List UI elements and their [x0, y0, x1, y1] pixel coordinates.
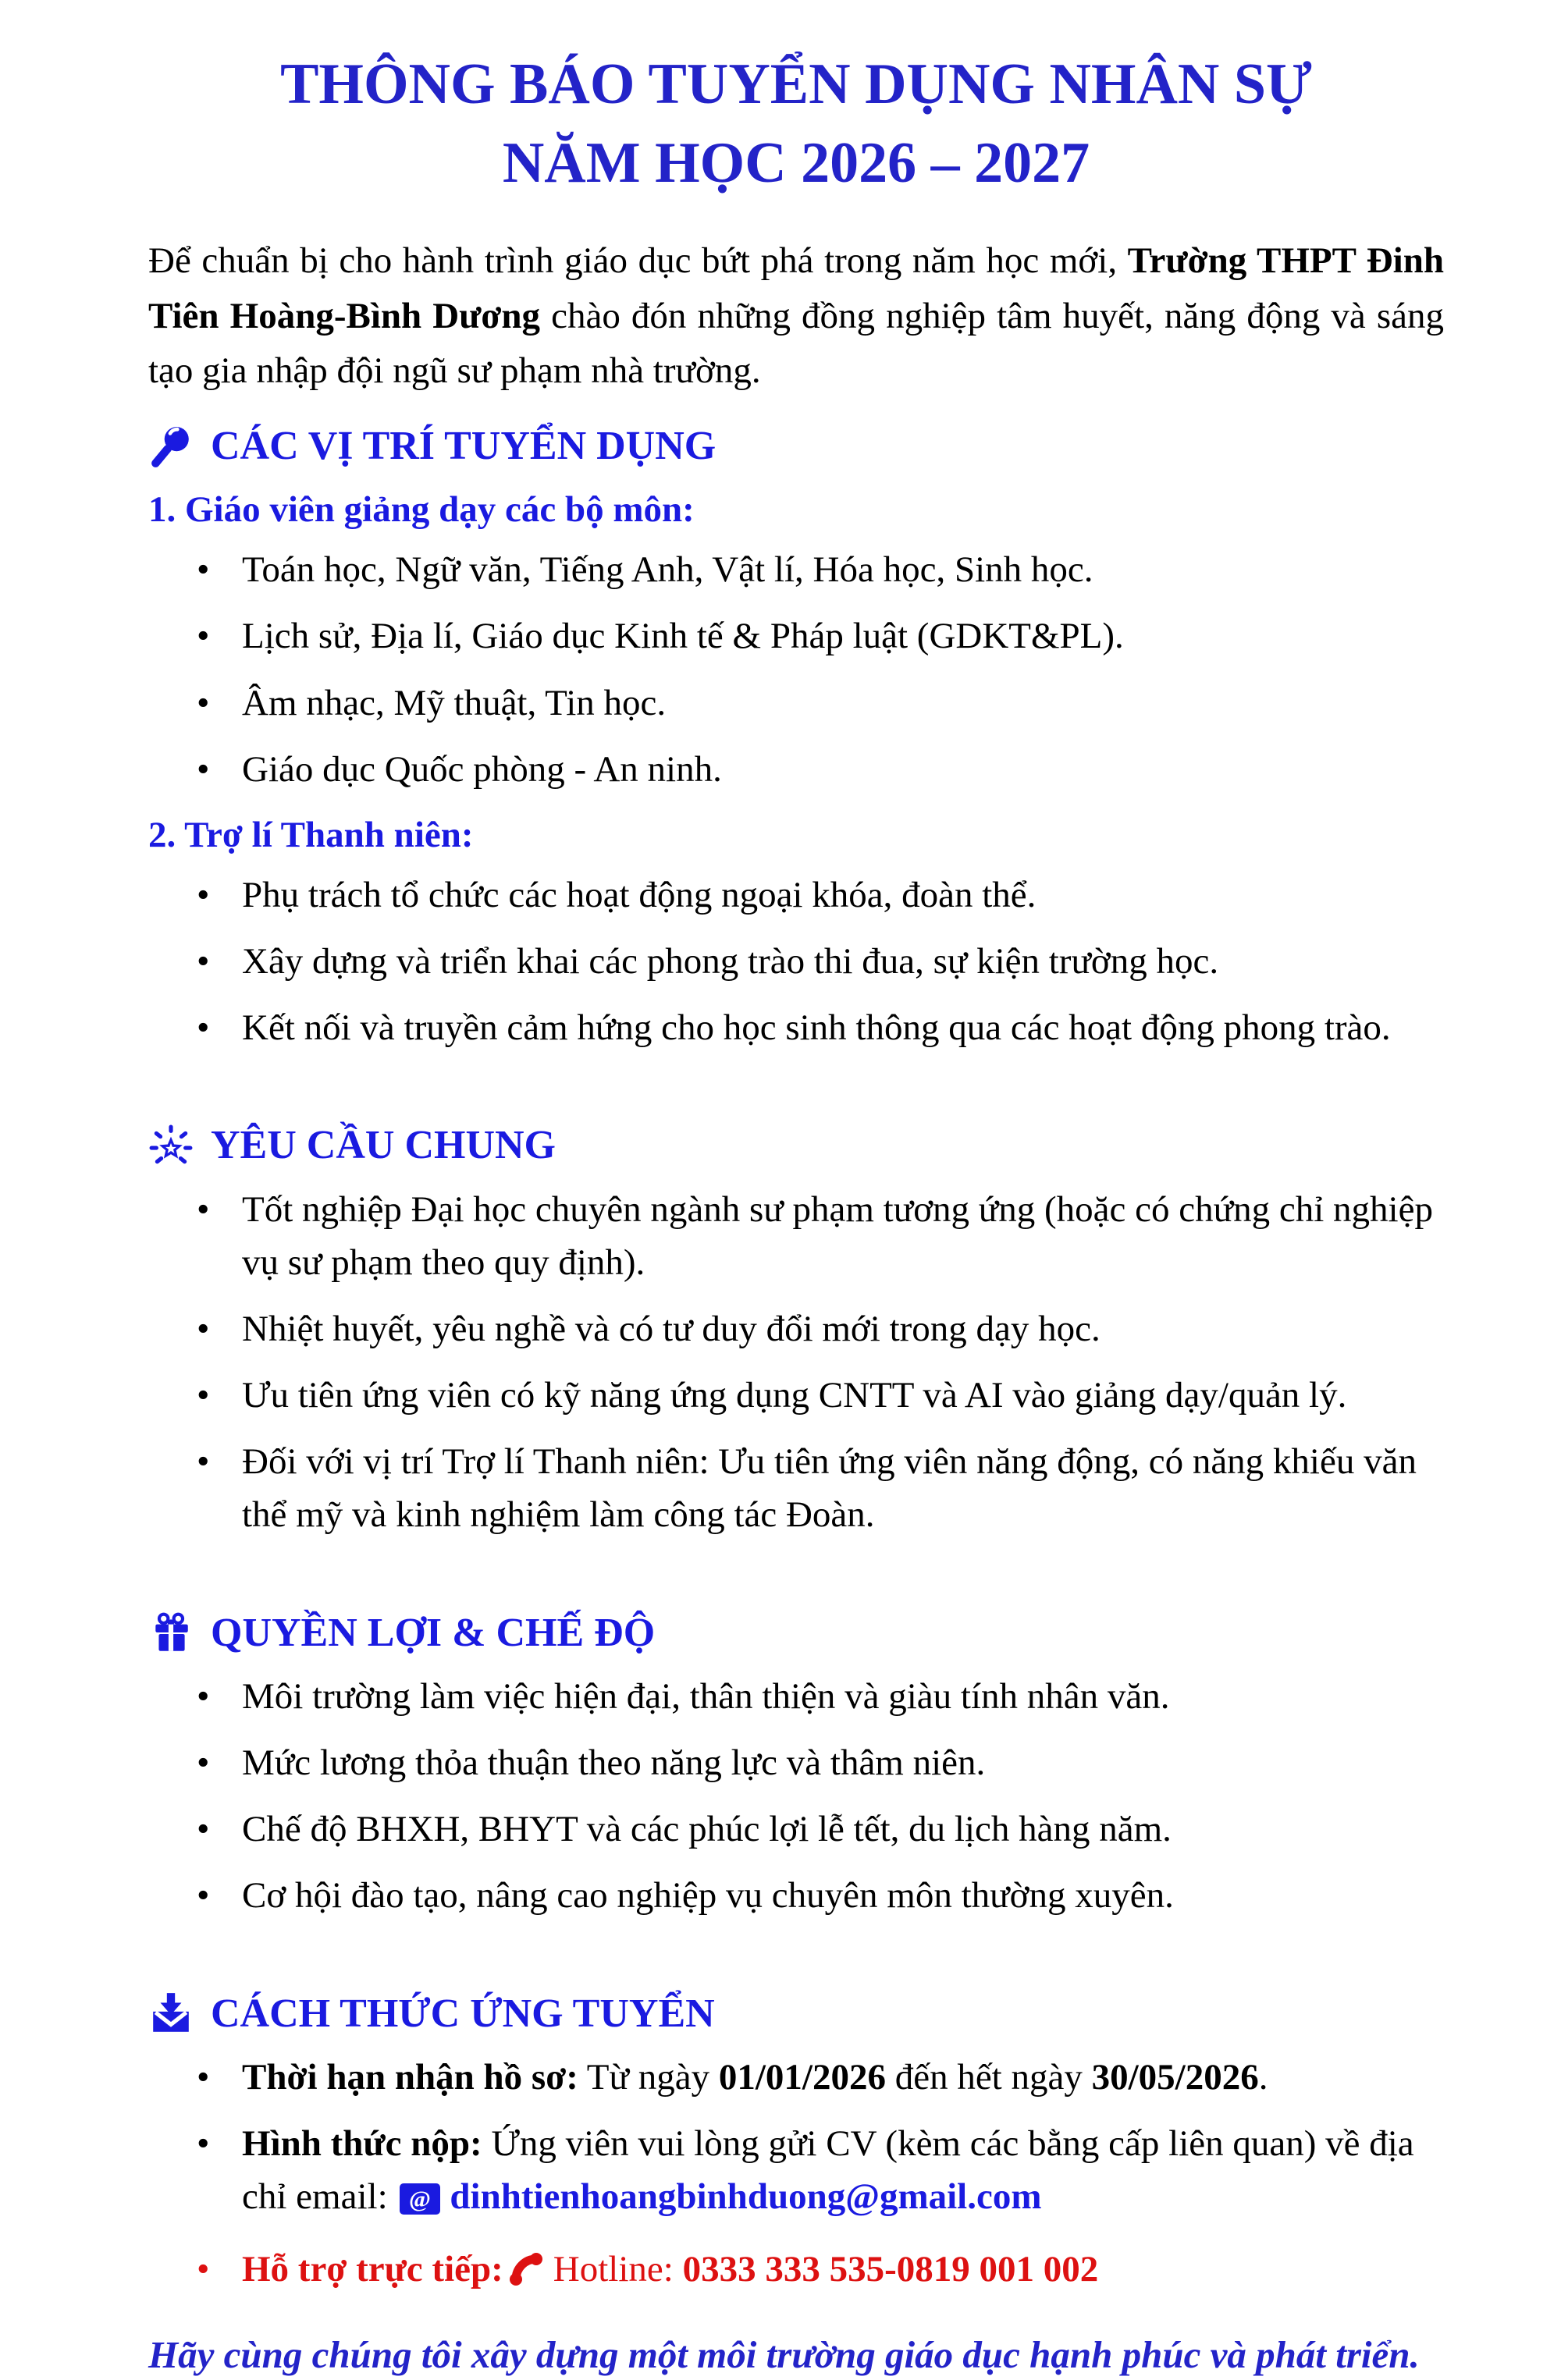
list-item-text: Mức lương thỏa thuận theo năng lực và thâm niên. — [242, 1742, 986, 1784]
hotline-label: Hỗ trợ trực tiếp: — [242, 2249, 503, 2290]
list-item-text: Ưu tiên ứng viên có kỹ năng ứng dụng CNTT và AI vào giảng dạy/quản lý. — [242, 1375, 1347, 1416]
teacher-subjects-list — [197, 543, 1444, 796]
section-heading-requirements — [148, 1121, 1444, 1170]
list-item — [197, 1369, 1444, 1422]
list-item-text: Tốt nghiệp Đại học chuyên ngành sư phạm tương ứng (hoặc có chứng chỉ nghiệp vụ sư phạm theo quy định). — [242, 1188, 1433, 1283]
method-body: Ứng viên vui lòng gửi CV (kèm các bằng cấp liên quan) về địa chỉ email: — [242, 2123, 1414, 2218]
bullet-icon: • — [197, 1007, 210, 1049]
list-item — [197, 935, 1444, 988]
list-item-text: Cơ hội đào tạo, nâng cao nghiệp vụ chuyên môn thường xuyên. — [242, 1875, 1174, 1916]
page-title-line1: THÔNG BÁO TUYỂN DỤNG NHÂN SỰ — [280, 52, 1312, 116]
bullet-icon: • — [197, 941, 210, 982]
list-item-text: Toán học, Ngữ văn, Tiếng Anh, Vật lí, Hóa học, Sinh học. — [242, 549, 1093, 591]
list-item-text: Âm nhạc, Mỹ thuật, Tin học. — [242, 682, 667, 723]
deadline-end: . — [1258, 2056, 1268, 2098]
bullet-icon: • — [197, 1875, 210, 1916]
bullet-icon: • — [197, 748, 210, 790]
inbox-tray-icon — [148, 1991, 194, 2037]
list-item-method — [197, 2117, 1444, 2229]
bullet-icon: • — [197, 2249, 210, 2290]
closing-slogan: Hãy cùng chúng tôi xây dựng một môi trường giáo dục hạnh phúc và phát triển. — [148, 2333, 1420, 2377]
list-item-deadline — [197, 2051, 1444, 2104]
list-item-text: Chế độ BHXH, BHYT và các phúc lợi lễ tết, du lịch hàng năm. — [242, 1809, 1172, 1850]
list-item — [197, 1302, 1444, 1355]
list-item — [197, 1001, 1444, 1054]
list-item — [197, 677, 1444, 730]
method-text — [242, 2117, 1444, 2229]
list-item — [197, 1183, 1444, 1289]
section-heading-text: QUYỀN LỢI & CHẾ ĐỘ — [211, 1610, 656, 1655]
list-item — [197, 869, 1444, 922]
list-item-text: Lịch sử, Địa lí, Giáo dục Kinh tế & Pháp luật (GDKT&PL). — [242, 616, 1124, 657]
school-name: Trường THPT Đinh Tiên Hoàng-Bình Dương — [148, 240, 1444, 336]
email-icon — [400, 2176, 440, 2229]
section-heading-apply — [148, 1990, 1444, 2038]
email-address-link[interactable]: dinhtienhoangbinhduong@gmail.com — [450, 2176, 1042, 2218]
bullet-icon: • — [197, 549, 210, 591]
gift-icon — [148, 1611, 194, 1656]
bullet-icon: • — [197, 1441, 210, 1483]
section-heading-text: CÁC VỊ TRÍ TUYỂN DỤNG — [211, 423, 716, 468]
subheading-youth-assistant: 2. Trợ lí Thanh niên: — [148, 814, 474, 855]
list-item — [197, 1670, 1444, 1723]
list-item-text: Phụ trách tổ chức các hoạt động ngoại khóa, đoàn thể. — [242, 874, 1037, 915]
bullet-icon: • — [197, 2123, 210, 2165]
hotline-text — [242, 2243, 1444, 2302]
list-item — [197, 609, 1444, 662]
section-heading-text: CÁCH THỨC ỨNG TUYỂN — [211, 1991, 715, 2036]
list-item — [197, 1736, 1444, 1789]
bullet-icon: • — [197, 1809, 210, 1850]
list-item — [197, 1803, 1444, 1856]
list-item-text: Đối với vị trí Trợ lí Thanh niên: Ưu tiên ứng viên năng động, có năng khiếu văn thể mỹ và kinh nghiệm làm công tác Đoàn. — [242, 1441, 1417, 1536]
bullet-icon: • — [197, 1742, 210, 1784]
bullet-icon: • — [197, 1675, 210, 1717]
hotline-number: 0333 333 535-0819 001 002 — [682, 2249, 1099, 2290]
bullet-icon: • — [197, 616, 210, 657]
bullet-icon: • — [197, 1375, 210, 1416]
bullet-icon: • — [197, 682, 210, 723]
list-item — [197, 543, 1444, 596]
list-item — [197, 743, 1444, 796]
phone-receiver-icon — [507, 2249, 544, 2302]
magnifier-icon — [148, 424, 194, 469]
list-item-text: Môi trường làm việc hiện đại, thân thiện và giàu tính nhân văn. — [242, 1675, 1170, 1717]
deadline-text — [242, 2051, 1444, 2104]
intro-text-post: chào đón những đồng nghiệp tâm huyết, năng động và sáng tạo gia nhập đội ngũ sư phạm nhà trường. — [148, 295, 1445, 392]
deadline-mid: đến hết ngày — [885, 2056, 1092, 2098]
section-heading-text: YÊU CẦU CHUNG — [211, 1123, 556, 1168]
bullet-icon: • — [197, 874, 210, 915]
list-item-text: Xây dựng và triển khai các phong trào thi đua, sự kiện trường học. — [242, 941, 1219, 982]
youth-assistant-list — [197, 869, 1444, 1054]
bullet-icon: • — [197, 1188, 210, 1230]
list-item-hotline — [197, 2243, 1444, 2302]
section-heading-positions — [148, 422, 1444, 471]
method-label: Hình thức nộp: — [242, 2123, 482, 2165]
deadline-end-date: 30/05/2026 — [1091, 2056, 1259, 2098]
glowing-star-icon — [148, 1124, 194, 1169]
hotline-prefix: Hotline: — [553, 2249, 683, 2290]
bullet-icon: • — [197, 2056, 210, 2098]
deadline-pre: Từ ngày — [578, 2056, 719, 2098]
list-item-text: Kết nối và truyền cảm hứng cho học sinh thông qua các hoạt động phong trào. — [242, 1007, 1391, 1049]
page-title-line2: NĂM HỌC 2026 – 2027 — [502, 130, 1090, 195]
apply-list — [197, 2051, 1444, 2303]
deadline-start-date: 01/01/2026 — [718, 2056, 886, 2098]
deadline-label: Thời hạn nhận hồ sơ: — [242, 2056, 578, 2098]
benefits-list — [197, 1670, 1444, 1923]
page-title — [148, 45, 1444, 202]
intro-paragraph — [148, 233, 1444, 399]
svg-text:@: @ — [409, 2186, 432, 2213]
list-item — [197, 1869, 1444, 1922]
intro-text-pre: Để chuẩn bị cho hành trình giáo dục bứt phá trong năm học mới, — [148, 240, 1128, 282]
list-item-text: Giáo dục Quốc phòng - An ninh. — [242, 748, 722, 790]
requirements-list — [197, 1183, 1444, 1542]
list-item — [197, 1435, 1444, 1541]
list-item-text: Nhiệt huyết, yêu nghề và có tư duy đổi mới trong dạy học. — [242, 1308, 1101, 1349]
bullet-icon: • — [197, 1308, 210, 1349]
subheading-teachers: 1. Giáo viên giảng dạy các bộ môn: — [148, 489, 695, 531]
section-heading-benefits — [148, 1609, 1444, 1657]
